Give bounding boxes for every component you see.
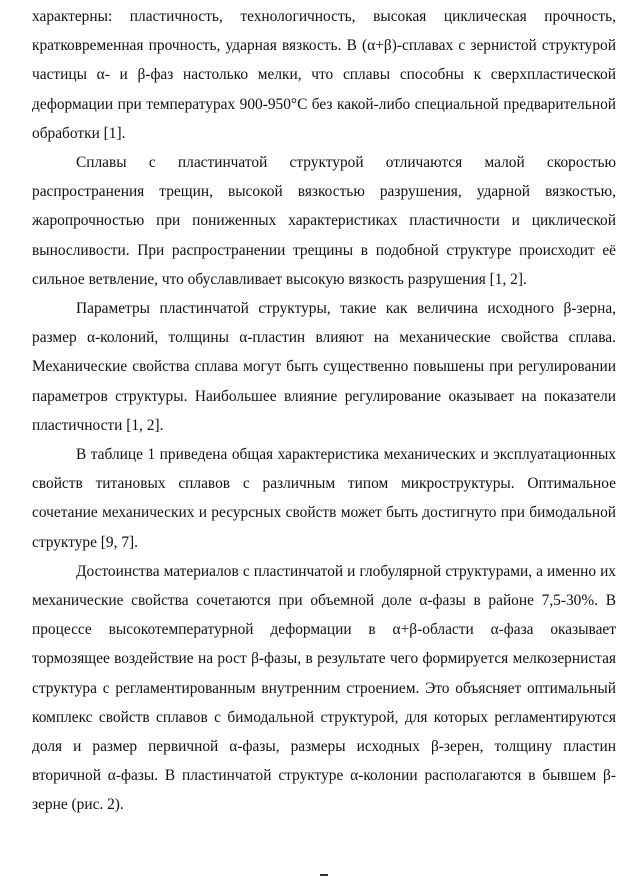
paragraph: Параметры пластинчатой структуры, такие как величина исходного β-зерна, размер α-колоний, толщины α-пластин влияют на механические свойства сплава. Механические свойства сплава могут быть существенно повышены при регулировании параметров структуры. Наибольшее влияние регулирование оказывает на показатели пластичности [1, 2]. — [32, 300, 616, 434]
paragraph: В таблице 1 приведена общая характеристика механических и эксплуатационных свойств титановых сплавов с различным типом микроструктуры. Оптимальное сочетание механических и ресурсных свойств может быть достигнуто при бимодальной структуре [9, 7]. — [32, 446, 616, 551]
page-number-mark — [320, 874, 328, 876]
paragraph: Сплавы с пластинчатой структурой отличаются малой скоростью распространения трещин, высокой вязкостью разрушения, ударной вязкостью, жаропрочностью при пониженных характеристиках пластичности и циклической выносливости. При распространении трещины в подобной структуре происходит её сильное ветвление, что обуславливает высокую вязкость разрушения [1, 2]. — [32, 154, 616, 288]
paragraph: характерны: пластичность, технологичность, высокая циклическая прочность, кратковременная прочность, ударная вязкость. В (α+β)-сплавах с зернистой структурой частицы α- и β-фаз настолько мелки, что сплавы способны к сверхпластической деформации при температурах 900-950°С без какой-либо специальной предварительной обработки [1]. — [32, 8, 616, 142]
body-text — [32, 2, 616, 820]
paragraph: Достоинства материалов с пластинчатой и глобулярной структурами, а именно их механические свойства сочетаются при объемной доле α-фазы в районе 7,5-30%. В процессе высокотемпературной деформации в α+β-области α-фаза оказывает тормозящее воздействие на рост β-фазы, в результате чего формируется мелкозернистая структура с регламентированным внутренним строением. Это объясняет оптимальный комплекс свойств сплавов с бимодальной структурой, для которых регламентируются доля и размер первичной α-фазы, размеры исходных β-зерен, толщину пластин вторичной α-фазы. В пластинчатой структуре α-колонии располагаются в бывшем β-зерне (рис. 2). — [32, 562, 616, 814]
